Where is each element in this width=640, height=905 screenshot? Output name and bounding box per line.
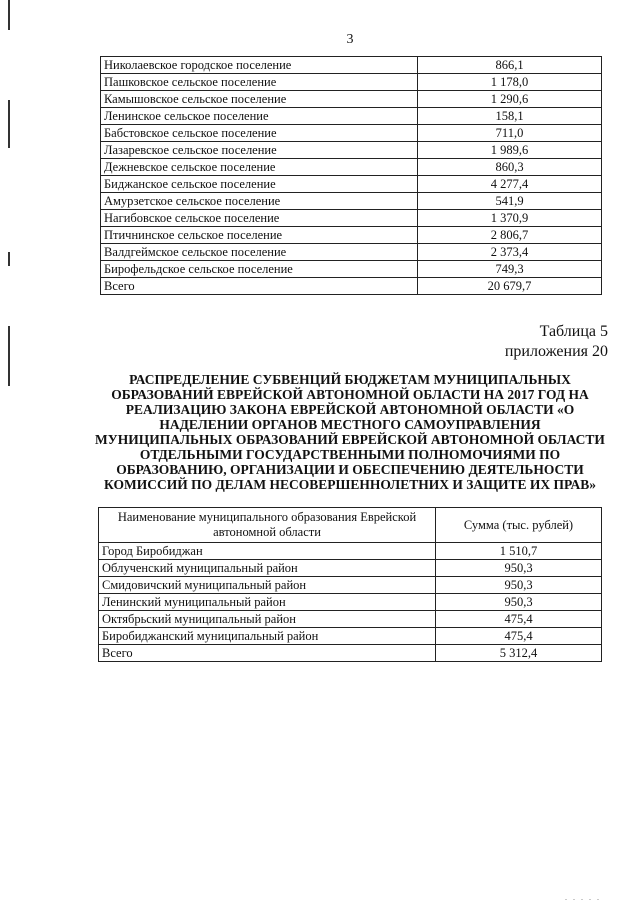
total-row	[101, 278, 602, 295]
total-label: Всего	[99, 645, 436, 662]
table-row	[101, 159, 602, 176]
table-row	[101, 193, 602, 210]
row-name: Пашковское сельское поселение	[101, 74, 418, 91]
header-value: Сумма (тыс. рублей)	[436, 508, 602, 543]
row-name: Октябрьский муниципальный район	[99, 611, 436, 628]
row-value: 1 989,6	[418, 142, 602, 159]
scan-artifact	[8, 0, 10, 30]
table-row	[101, 57, 602, 74]
row-value: 1 370,9	[418, 210, 602, 227]
row-name: Биробиджанский муниципальный район	[99, 628, 436, 645]
row-value: 158,1	[418, 108, 602, 125]
table-row	[99, 611, 602, 628]
scan-artifact	[8, 100, 10, 148]
caption-appendix: приложения 20	[504, 343, 608, 360]
row-value: 866,1	[418, 57, 602, 74]
row-name: Камышовское сельское поселение	[101, 91, 418, 108]
settlements-table	[100, 56, 602, 295]
table-row	[101, 125, 602, 142]
row-name: Биджанское сельское поселение	[101, 176, 418, 193]
row-name: Смидовичский муниципальный район	[99, 577, 436, 594]
scan-artifact	[8, 252, 10, 266]
table-row	[101, 108, 602, 125]
scan-artifact: . . . . .	[565, 893, 601, 902]
row-value: 950,3	[436, 560, 602, 577]
row-value: 541,9	[418, 193, 602, 210]
table-row	[101, 244, 602, 261]
table-row	[99, 560, 602, 577]
row-name: Валдгеймское сельское поселение	[101, 244, 418, 261]
row-value: 4 277,4	[418, 176, 602, 193]
row-name: Лазаревское сельское поселение	[101, 142, 418, 159]
row-name: Город Биробиджан	[99, 543, 436, 560]
row-name: Облученский муниципальный район	[99, 560, 436, 577]
row-name: Ленинское сельское поселение	[101, 108, 418, 125]
row-value: 1 290,6	[418, 91, 602, 108]
row-value: 475,4	[436, 628, 602, 645]
row-value: 2 806,7	[418, 227, 602, 244]
row-value: 2 373,4	[418, 244, 602, 261]
row-name: Бирофельдское сельское поселение	[101, 261, 418, 278]
table-row	[99, 628, 602, 645]
table-row	[101, 91, 602, 108]
total-value: 20 679,7	[418, 278, 602, 295]
scan-artifact	[8, 326, 10, 386]
table-row	[99, 543, 602, 560]
table-row	[101, 210, 602, 227]
row-name: Птичнинское сельское поселение	[101, 227, 418, 244]
row-value: 475,4	[436, 611, 602, 628]
table-header-row	[99, 508, 602, 543]
table-row	[101, 261, 602, 278]
header-name: Наименование муниципального образования Еврейской автономной области	[99, 508, 436, 543]
row-value: 1 510,7	[436, 543, 602, 560]
table-row	[101, 142, 602, 159]
row-name: Николаевское городское поселение	[101, 57, 418, 74]
table-caption	[505, 322, 608, 362]
row-value: 950,3	[436, 594, 602, 611]
table-row	[99, 594, 602, 611]
page-number: 3	[346, 32, 354, 47]
total-value: 5 312,4	[436, 645, 602, 662]
row-name: Амурзетское сельское поселение	[101, 193, 418, 210]
row-name: Дежневское сельское поселение	[101, 159, 418, 176]
row-name: Бабстовское сельское поселение	[101, 125, 418, 142]
table-row	[101, 74, 602, 91]
caption-table-number: Таблица 5	[539, 323, 608, 340]
table-row	[101, 176, 602, 193]
table-row	[101, 227, 602, 244]
row-value: 860,3	[418, 159, 602, 176]
row-name: Нагибовское сельское поселение	[101, 210, 418, 227]
row-name: Ленинский муниципальный район	[99, 594, 436, 611]
table-row	[99, 577, 602, 594]
total-row	[99, 645, 602, 662]
row-value: 950,3	[436, 577, 602, 594]
total-label: Всего	[101, 278, 418, 295]
subventions-table	[98, 507, 602, 662]
row-value: 1 178,0	[418, 74, 602, 91]
row-value: 749,3	[418, 261, 602, 278]
row-value: 711,0	[418, 125, 602, 142]
document-title: РАСПРЕДЕЛЕНИЕ СУБВЕНЦИЙ БЮДЖЕТАМ МУНИЦИПАЛЬНЫХ ОБРАЗОВАНИЙ ЕВРЕЙСКОЙ АВТОНОМНОЙ ОБЛАСТИ НА 2017 ГОД НА РЕАЛИЗАЦИЮ ЗАКОНА ЕВРЕЙСКОЙ АВТОНОМНОЙ ОБЛАСТИ «О НАДЕЛЕНИИ ОРГАНОВ МЕСТНОГО САМОУПРАВЛЕНИЯ МУНИЦИПАЛЬНЫХ ОБРАЗОВАНИЙ ЕВРЕЙСКОЙ АВТОНОМНОЙ ОБЛАСТИ ОТДЕЛЬНЫМИ ГОСУДАРСТВЕННЫМИ ПОЛНОМОЧИЯМИ ПО ОБРАЗОВАНИЮ, ОРГАНИЗАЦИИ И ОБЕСПЕЧЕНИЮ ДЕЯТЕЛЬНОСТИ КОМИССИЙ ПО ДЕЛАМ НЕСОВЕРШЕННОЛЕТНИХ И ЗАЩИТЕ ИХ ПРАВ»	[95, 372, 605, 492]
